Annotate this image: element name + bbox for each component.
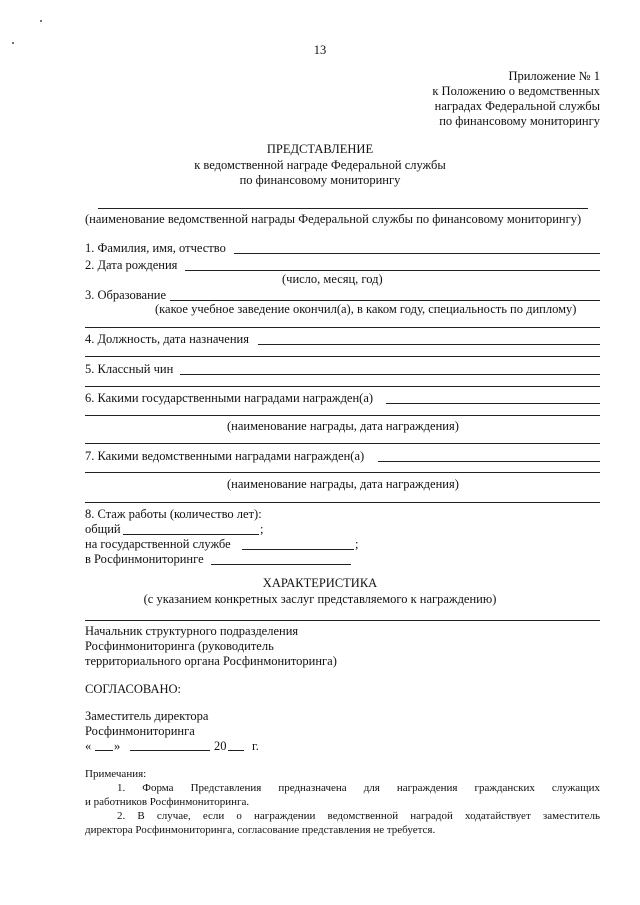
state-service-label: на государственной службе xyxy=(85,537,231,551)
field-7-hint: (наименование награды, дата награждения) xyxy=(227,477,459,491)
characteristic-hint: (с указанием конкретных заслуг представляемого к награждению) xyxy=(143,592,497,606)
class-rank-extra-line[interactable] xyxy=(85,386,600,387)
note-1-line-1: 1. Форма Представления предназначена для награждения гражданских служащих xyxy=(117,782,600,794)
date-close-quote: » xyxy=(114,739,121,753)
rfm-service-line[interactable] xyxy=(211,564,351,565)
deputy-line-1: Заместитель директора xyxy=(85,709,209,723)
appendix-line-1: Приложение № 1 xyxy=(508,69,600,83)
total-experience-line[interactable] xyxy=(123,534,259,535)
date-year-line[interactable] xyxy=(228,750,244,751)
head-line-1: Начальник структурного подразделения xyxy=(85,624,299,638)
head-line-2: Росфинмониторинга (руководитель xyxy=(85,639,274,653)
note-1-line-2: и работников Росфинмониторинга. xyxy=(85,796,250,808)
agency-awards-line[interactable] xyxy=(378,461,600,462)
field-7-label: 7. Какими ведомственными наградами награжден(а) xyxy=(85,449,365,463)
field-4-label: 4. Должность, дата назначения xyxy=(85,332,249,346)
education-line[interactable] xyxy=(170,300,600,301)
agreed-label: СОГЛАСОВАНО: xyxy=(85,682,182,696)
birth-date-line[interactable] xyxy=(185,270,600,271)
rfm-service-label: в Росфинмониторинге xyxy=(85,552,204,566)
characteristic-title: ХАРАКТЕРИСТИКА xyxy=(262,576,378,590)
state-awards-extra-line[interactable] xyxy=(85,415,600,416)
document-title: ПРЕДСТАВЛЕНИЕ xyxy=(266,142,374,156)
date-month-line[interactable] xyxy=(130,750,210,751)
note-2-line-2: директора Росфинмониторинга, согласование представления не требуется. xyxy=(85,824,436,836)
scan-speck xyxy=(40,20,42,22)
document-subtitle-1: к ведомственной награде Федеральной службы xyxy=(194,158,446,172)
agency-awards-extra-line[interactable] xyxy=(85,472,600,473)
notes-title: Примечания: xyxy=(85,768,147,780)
class-rank-line[interactable] xyxy=(180,374,600,375)
date-year-suffix: г. xyxy=(252,739,259,753)
head-line-3: территориального органа Росфинмониторинга) xyxy=(85,654,337,668)
appendix-line-2: к Положению о ведомственных xyxy=(432,84,600,98)
field-8-label: 8. Стаж работы (количество лет): xyxy=(85,507,262,521)
field-6-hint: (наименование награды, дата награждения) xyxy=(227,419,459,433)
full-name-line[interactable] xyxy=(234,253,600,254)
state-service-line[interactable] xyxy=(242,549,354,550)
page-number: 13 xyxy=(313,43,327,57)
award-name-hint: (наименование ведомственной награды Федеральной службы по финансовому мониторингу) xyxy=(85,212,582,226)
document-subtitle-2: по финансовому мониторингу xyxy=(239,173,401,187)
appendix-line-4: по финансовому мониторингу xyxy=(439,114,600,128)
award-name-line[interactable] xyxy=(98,208,588,209)
date-open-quote: « xyxy=(85,739,92,753)
characteristic-line[interactable] xyxy=(85,620,600,621)
note-2-line-1: 2. В случае, если о награждении ведомственной наградой ходатайствует заместитель xyxy=(117,810,600,822)
education-extra-line[interactable] xyxy=(85,327,600,328)
position-extra-line[interactable] xyxy=(85,356,600,357)
appendix-line-3: наградах Федеральной службы xyxy=(434,99,600,113)
agency-awards-extra-line-2[interactable] xyxy=(85,502,600,503)
total-experience-label: общий xyxy=(85,522,121,536)
position-line[interactable] xyxy=(258,344,600,345)
field-3-hint: (какое учебное заведение окончил(а), в каком году, специальность по диплому) xyxy=(155,302,577,316)
field-2-hint: (число, месяц, год) xyxy=(282,272,383,286)
field-2-label: 2. Дата рождения xyxy=(85,258,178,272)
date-year-prefix: 20 xyxy=(214,739,227,753)
state-awards-line[interactable] xyxy=(386,403,600,404)
state-service-semicolon: ; xyxy=(355,537,359,551)
state-awards-extra-line-2[interactable] xyxy=(85,443,600,444)
field-6-label: 6. Какими государственными наградами награжден(а) xyxy=(85,391,374,405)
field-1-label: 1. Фамилия, имя, отчество xyxy=(85,241,226,255)
field-5-label: 5. Классный чин xyxy=(85,362,174,376)
field-3-label: 3. Образование xyxy=(85,288,167,302)
date-day-line[interactable] xyxy=(95,750,113,751)
deputy-line-2: Росфинмониторинга xyxy=(85,724,195,738)
total-experience-semicolon: ; xyxy=(260,522,264,536)
